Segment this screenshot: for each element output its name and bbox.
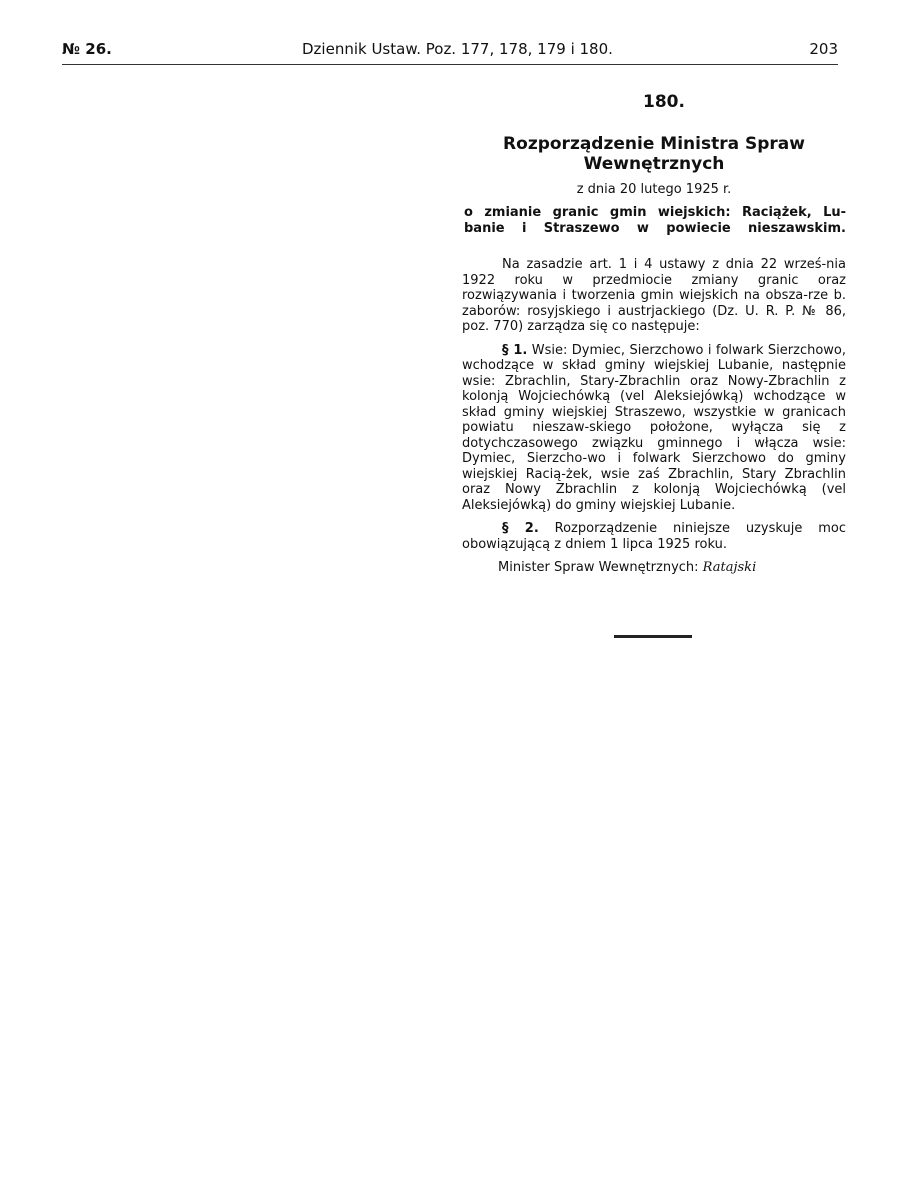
- signature-line: [462, 560, 846, 575]
- page-header: [62, 36, 838, 60]
- preamble-paragraph: Na zasadzie art. 1 i 4 ustawy z dnia 22 wrześ-nia 1922 roku w przedmiocie zmiany granic oraz rozwiązywania i tworzenia gmin wiejskich na obsza-rze b. zaborów: rosyjskiego i austrjackiego (Dz. U. R. P. № 86, poz. 770) zarządza się co następuje:: [462, 257, 846, 334]
- entry-subject: [464, 205, 846, 237]
- entry-subject-line-1: o zmianie granic gmin wiejskich: Raciążek, Lu-: [464, 205, 846, 220]
- entry-subject-line-2: banie i Straszewo w powiecie nieszawskim.: [464, 221, 846, 236]
- section-1-label: § 1.: [502, 342, 528, 358]
- section-1-paragraph: [462, 343, 846, 514]
- page-number: 203: [809, 40, 838, 58]
- entry-title-line-1: Rozporządzenie Ministra Spraw: [503, 134, 805, 154]
- signature-label: Minister Spraw Wewnętrznych:: [498, 560, 699, 575]
- section-2-text: Rozporządzenie niniejsze uzyskuje moc obowiązującą z dniem 1 lipca 1925 roku.: [462, 521, 846, 552]
- end-divider: [614, 635, 692, 638]
- section-2-paragraph: [462, 521, 846, 552]
- entry-number: 180.: [643, 92, 685, 112]
- issue-number: № 26.: [62, 40, 112, 58]
- entry-title-line-2: Wewnętrznych: [583, 154, 725, 174]
- section-2-label: § 2.: [502, 521, 539, 536]
- signature-name: Ratajski: [702, 560, 757, 575]
- section-1-text: Wsie: Dymiec, Sierzchowo i folwark Sierzchowo, wchodzące w skład gminy wiejskiej Lubanie, następnie wsie: Zbrachlin, Stary-Zbrachlin oraz Nowy-Zbrachlin z kolonją Wojciechówką (vel Aleksiejówką) wchodzące w skład gminy wiejskiej Straszewo, wszystkie w granicach powiatu nieszaw-skiego położone, wyłącza się z dotychczasowego związku gminnego i włącza wsie: Dymiec, Sierzcho-wo i folwark Sierzchowo do gminy wiejskiej Racią-żek, wsie zaś Zbrachlin, Stary Zbrachlin oraz Nowy Zbrachlin z kolonją Wojciechówką (vel Aleksiejówką) do gminy wiejskiej Lubanie.: [462, 342, 847, 513]
- publication-title: Dziennik Ustaw. Poz. 177, 178, 179 i 180.: [302, 40, 613, 58]
- entry-column: [462, 88, 846, 575]
- entry-date: z dnia 20 lutego 1925 r.: [576, 182, 732, 197]
- header-divider: [62, 64, 838, 65]
- entry-title: [462, 134, 846, 174]
